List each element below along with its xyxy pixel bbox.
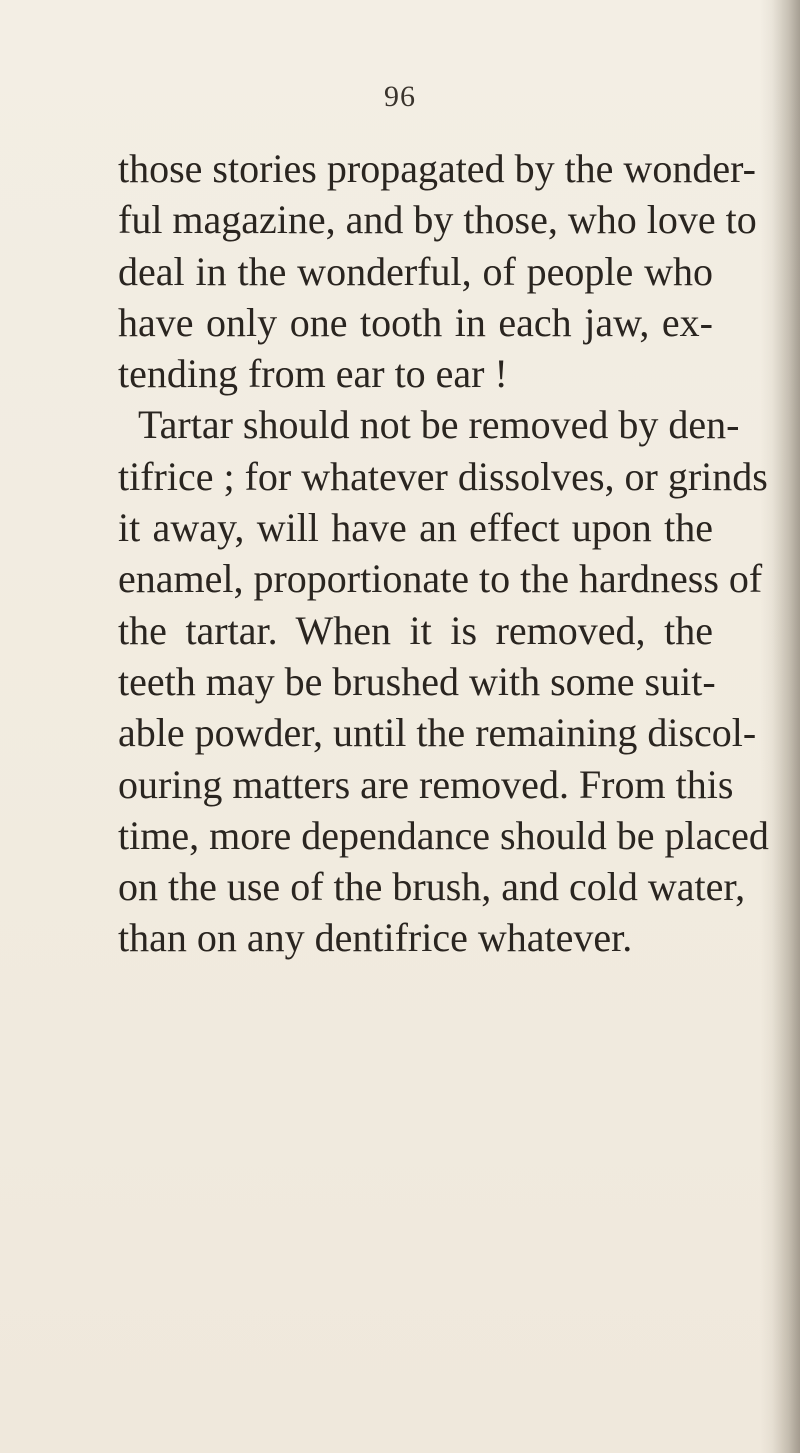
text-line-paragraph-start: Tartar should not be removed by den- — [138, 402, 740, 448]
text-line: than on any dentifrice whatever. — [118, 915, 633, 961]
text-line: it away, will have an effect upon the — [118, 505, 713, 551]
text-line: able powder, until the remaining discol- — [118, 710, 757, 756]
text-line: deal in the wonderful, of people who — [118, 248, 713, 294]
text-line: on the use of the brush, and cold water, — [118, 864, 746, 910]
text-line: those stories propagated by the wonder- — [118, 146, 756, 191]
text-line: the tartar. When it is removed, the — [118, 607, 713, 653]
text-line: teeth may be brushed with some suit- — [118, 658, 716, 704]
text-line: time, more dependance should be placed — [118, 812, 769, 858]
body-text — [118, 143, 769, 964]
text-line: enamel, proportionate to the hardness of — [118, 556, 763, 602]
text-line: have only one tooth in each jaw, ex- — [118, 299, 713, 345]
text-line: tifrice ; for whatever dissolves, or grinds — [118, 453, 768, 499]
text-line: ouring matters are removed. From this — [118, 761, 734, 807]
text-line: tending from ear to ear ! — [118, 351, 508, 397]
page-number: 96 — [384, 80, 416, 113]
page-edge-shadow — [772, 0, 800, 1453]
text-line: ful magazine, and by those, who love to — [118, 197, 757, 243]
